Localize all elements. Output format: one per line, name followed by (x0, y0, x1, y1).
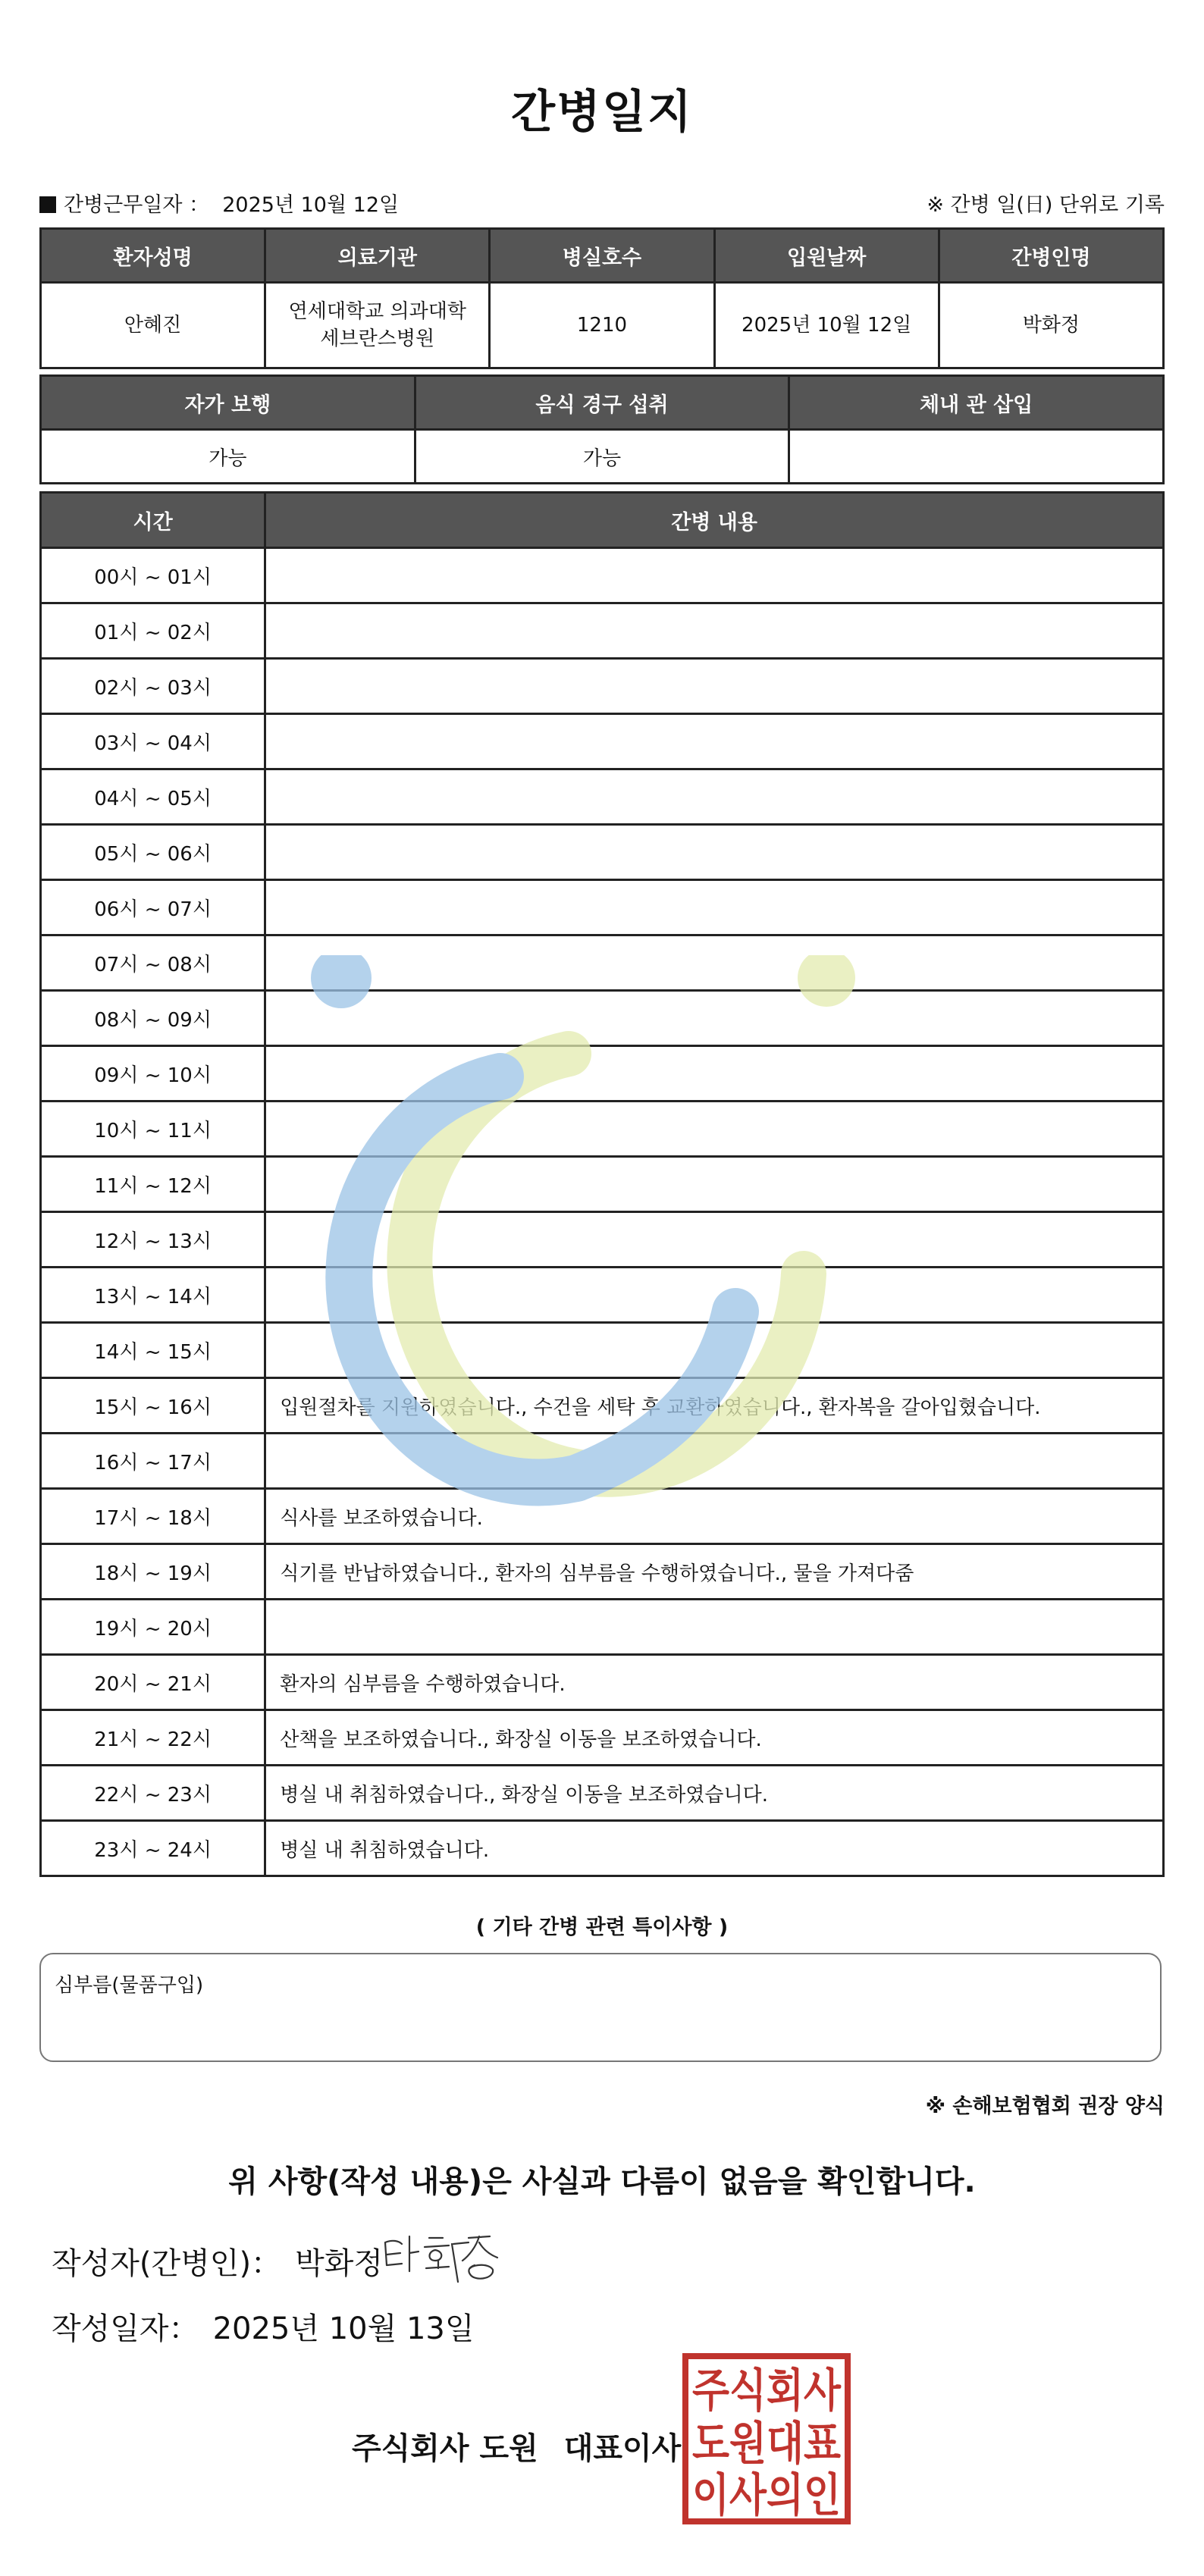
company-row (352, 2424, 681, 2468)
care-content-cell: 식기를 반납하였습니다., 환자의 심부름을 수행하였습니다., 물을 가져다줌 (265, 1544, 1164, 1600)
care-content-cell: 병실 내 취침하였습니다., 화장실 이동을 보조하였습니다. (265, 1766, 1164, 1821)
time-cell: 15시 ~ 16시 (41, 1378, 265, 1434)
care-content-cell (265, 548, 1164, 603)
table-row (41, 880, 1164, 935)
work-date (39, 188, 399, 218)
care-content-cell (265, 769, 1164, 825)
header-patient-name: 환자성명 (41, 229, 265, 283)
care-content-cell (265, 1212, 1164, 1268)
table-row (41, 1710, 1164, 1766)
table-row (41, 1544, 1164, 1600)
table-row (41, 935, 1164, 991)
svg-text:도원대표: 도원대표 (692, 2418, 842, 2471)
institution-line1: 연세대학교 의과대학 (288, 300, 466, 323)
care-content-cell (265, 603, 1164, 659)
time-cell: 17시 ~ 18시 (41, 1489, 265, 1544)
room-number: 1210 (490, 283, 714, 368)
table-row (41, 1489, 1164, 1544)
time-cell: 22시 ~ 23시 (41, 1766, 265, 1821)
unit-note: ※ 간병 일(日) 단위로 기록 (927, 193, 1165, 217)
time-cell: 00시 ~ 01시 (41, 548, 265, 603)
header-admission-date: 입원날짜 (714, 229, 939, 283)
notes-title: ( 기타 간병 관련 특이사항 ) (475, 1916, 729, 1939)
time-cell: 06시 ~ 07시 (41, 880, 265, 935)
table-row (41, 1434, 1164, 1489)
header-room: 병실호수 (490, 229, 714, 283)
care-content-cell: 환자의 심부름을 수행하였습니다. (265, 1655, 1164, 1710)
care-content-cell (265, 1434, 1164, 1489)
care-content-cell (265, 1323, 1164, 1378)
care-content-cell: 식사를 보조하였습니다. (265, 1489, 1164, 1544)
care-content-cell (265, 1046, 1164, 1102)
header-care-content: 간병 내용 (265, 493, 1164, 548)
time-cell: 08시 ~ 09시 (41, 991, 265, 1046)
written-date-label: 작성일자： (52, 2311, 199, 2346)
header-institution: 의료기관 (265, 229, 490, 283)
table-row (41, 1378, 1164, 1434)
writer-row (52, 2239, 383, 2283)
time-cell: 23시 ~ 24시 (41, 1821, 265, 1876)
table-row (41, 1600, 1164, 1655)
notes-box (39, 1953, 1162, 2062)
institution (265, 283, 490, 368)
company-seal (682, 2353, 851, 2524)
table-row (41, 1821, 1164, 1876)
writer-label: 작성자(간병인)： (52, 2246, 282, 2281)
table-row (41, 659, 1164, 714)
admission-date: 2025년 10월 12일 (714, 283, 939, 368)
confirmation-statement: 위 사항(작성 내용)은 사실과 다름이 없음을 확인합니다. (228, 2164, 976, 2199)
time-cell: 02시 ~ 03시 (41, 659, 265, 714)
time-cell: 14시 ~ 15시 (41, 1323, 265, 1378)
care-content-cell (265, 935, 1164, 991)
table-row (41, 1268, 1164, 1323)
table-row (41, 1655, 1164, 1710)
work-date-label: 간병근무일자 ： (64, 193, 210, 217)
meta-row (39, 188, 1165, 218)
time-cell: 11시 ~ 12시 (41, 1157, 265, 1212)
company-name: 주식회사 도원 (352, 2431, 538, 2466)
care-content-cell (265, 1157, 1164, 1212)
written-date-value: 2025년 10월 13일 (212, 2311, 475, 2346)
table-row (41, 1102, 1164, 1157)
table-row (41, 714, 1164, 769)
time-cell: 04시 ~ 05시 (41, 769, 265, 825)
time-cell: 21시 ~ 22시 (41, 1710, 265, 1766)
time-cell: 20시 ~ 21시 (41, 1655, 265, 1710)
written-date-row (52, 2305, 475, 2348)
time-cell: 01시 ~ 02시 (41, 603, 265, 659)
care-content-cell (265, 991, 1164, 1046)
care-content-cell (265, 1600, 1164, 1655)
care-content-cell: 병실 내 취침하였습니다. (265, 1821, 1164, 1876)
table-row (41, 548, 1164, 603)
table-row (41, 1766, 1164, 1821)
table-row (41, 1046, 1164, 1102)
svg-text:주식회사: 주식회사 (692, 2364, 842, 2418)
header-time: 시간 (41, 493, 265, 548)
time-cell: 10시 ~ 11시 (41, 1102, 265, 1157)
tube-value (789, 430, 1164, 484)
table-row (41, 825, 1164, 880)
ability-table (39, 374, 1165, 484)
table-row (41, 991, 1164, 1046)
care-content-cell (265, 714, 1164, 769)
handwritten-signature (379, 2221, 516, 2289)
table-row (41, 1323, 1164, 1378)
time-cell: 16시 ~ 17시 (41, 1434, 265, 1489)
institution-line2: 세브란스병원 (320, 327, 435, 350)
time-cell: 18시 ~ 19시 (41, 1544, 265, 1600)
patient-info-table (39, 227, 1165, 369)
work-date-value: 2025년 10월 12일 (222, 193, 400, 217)
table-row (41, 1157, 1164, 1212)
company-title: 대표이사 (563, 2431, 682, 2466)
time-cell: 13시 ~ 14시 (41, 1268, 265, 1323)
care-content-cell (265, 825, 1164, 880)
square-bullet-icon (39, 196, 56, 213)
table-row (41, 1212, 1164, 1268)
recommendation-note: ※ 손해보험협회 권장 양식 (925, 2095, 1165, 2118)
care-content-cell: 산책을 보조하였습니다., 화장실 이동을 보조하였습니다. (265, 1710, 1164, 1766)
time-cell: 19시 ~ 20시 (41, 1600, 265, 1655)
header-walking: 자가 보행 (41, 376, 415, 430)
time-cell: 07시 ~ 08시 (41, 935, 265, 991)
care-content-cell (265, 1102, 1164, 1157)
time-cell: 12시 ~ 13시 (41, 1212, 265, 1268)
table-row (41, 603, 1164, 659)
header-caregiver-name: 간병인명 (939, 229, 1163, 283)
care-content-cell (265, 1268, 1164, 1323)
care-content-cell (265, 880, 1164, 935)
care-log-table (39, 491, 1165, 1877)
svg-text:이사의인: 이사의인 (692, 2469, 841, 2522)
oral-intake-value: 가능 (415, 430, 789, 484)
notes-text: 심부름(물품구입) (55, 1974, 204, 1997)
writer-name: 박화정 (295, 2246, 383, 2281)
time-cell: 03시 ~ 04시 (41, 714, 265, 769)
time-cell: 09시 ~ 10시 (41, 1046, 265, 1102)
patient-name: 안혜진 (41, 283, 265, 368)
caregiver-name: 박화정 (939, 283, 1163, 368)
header-oral-intake: 음식 경구 섭취 (415, 376, 789, 430)
care-log-body (41, 548, 1164, 1876)
table-row (41, 769, 1164, 825)
walking-value: 가능 (41, 430, 415, 484)
care-content-cell (265, 659, 1164, 714)
page-title: 간병일지 (511, 86, 693, 139)
time-cell: 05시 ~ 06시 (41, 825, 265, 880)
header-tube: 체내 관 삽입 (789, 376, 1164, 430)
care-content-cell: 입원절차를 지원하였습니다., 수건을 세탁 후 교환하였습니다., 환자복을 갈아입혔습니다. (265, 1378, 1164, 1434)
